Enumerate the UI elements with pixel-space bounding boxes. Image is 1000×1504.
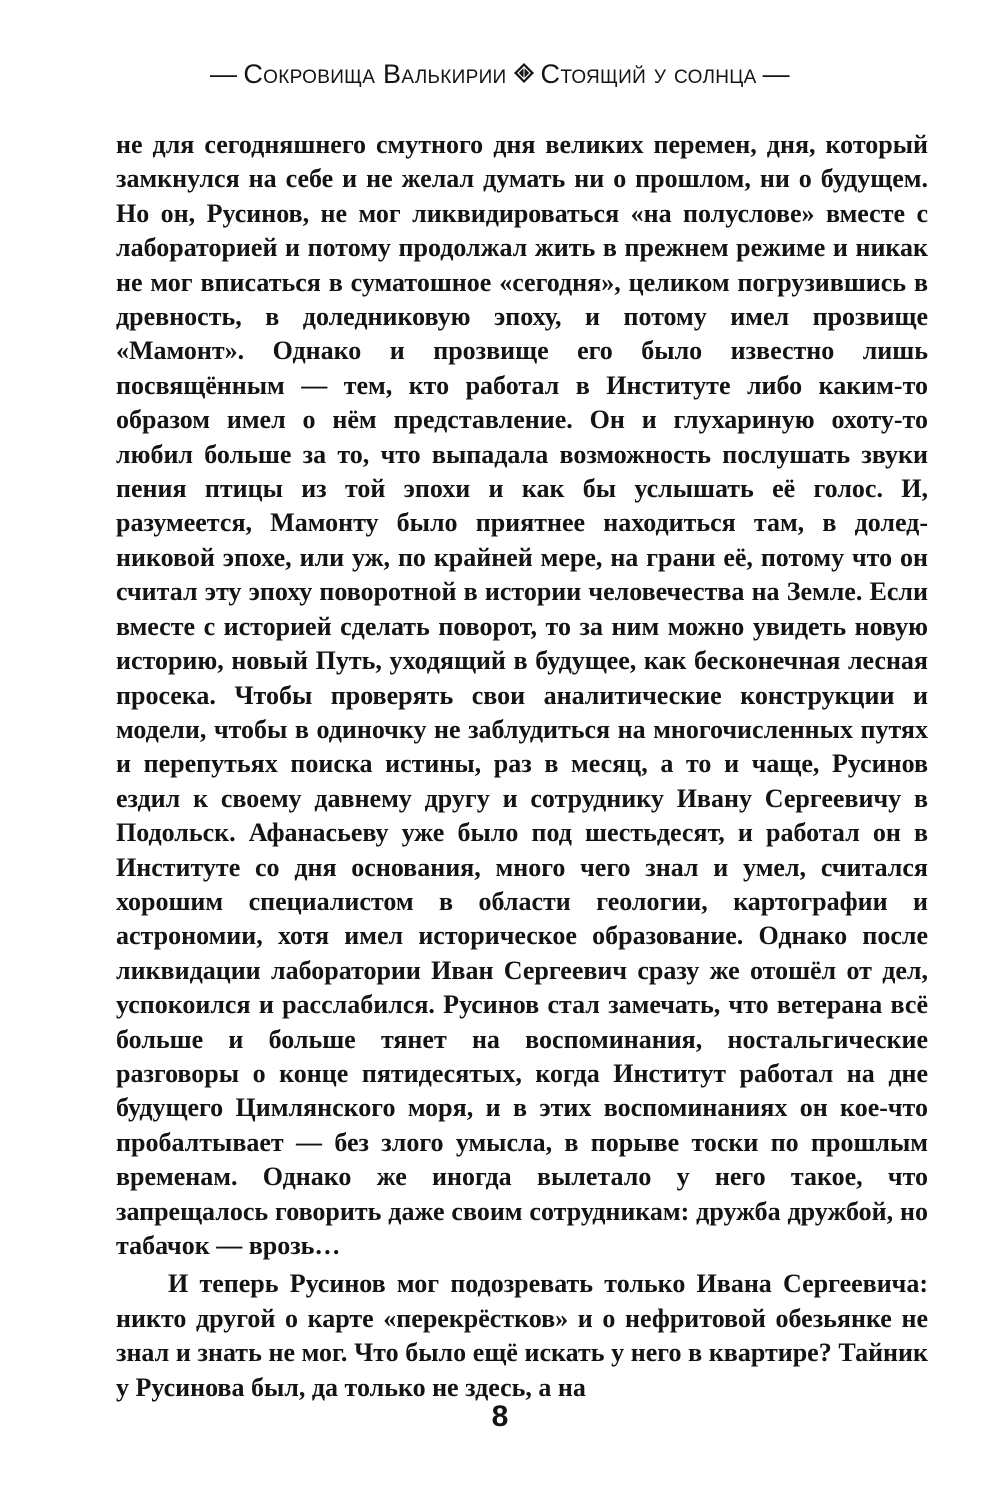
diamond-ornament-icon [513,62,535,84]
header-left-dash: — [210,59,238,89]
main-text [116,128,928,1405]
header-right-dash: — [762,59,790,89]
running-header [0,56,1000,92]
page-number: 8 [491,1400,509,1433]
paragraph-continued: не для сегодняшнего смутного дня великих перемен, дня, который замкнулся на себе и не желал думать ни о прошлом, ни о будущем. Но он, Русинов, не мог ликвидироваться «на полуслове» вместе с лабораторией и потому продолжал жить в прежнем режиме и никак не мог вписаться в суматошное «сегодня», целиком погрузившись в древность, в доледниковую эпоху, и потому имел прозвище «Мамонт». Однако и прозвище его было известно лишь посвящённым — тем, кто работал в Институте либо каким-то образом имел о нём представление. Он и глухариную охоту-то любил больше за то, что выпадала возможность послушать звуки пения птицы из той эпохи и как бы услышать её голос. И, разумеется, Мамонту было приятнее находиться там, в доледниковой эпохе, или уж, по крайней мере, на грани её, потому что он считал эту эпоху поворотной в истории человечества на Земле. Если вместе с историей сделать поворот, то за ним можно увидеть новую историю, новый Путь, уходящий в будущее, как бесконечная лесная просека. Чтобы проверять свои аналитические конструкции и модели, чтобы в одиночку не заблудиться на многочисленных путях и перепутьях поиска истины, раз в месяц, а то и чаще, Русинов ездил к своему давнему другу и сотруднику Ивану Сергеевичу в Подольск. Афанасьеву уже было под шестьдесят, и работал он в Институте со дня основания, много чего знал и умел, считался хорошим специалистом в области геологии, картографии и астрономии, хотя имел историческое образование. Однако после ликвидации лаборатории Иван Сергеевич сразу же отошёл от дел, успокоился и расслабился. Русинов стал замечать, что ветерана всё больше и больше тянет на воспоминания, ностальгические разговоры о конце пятидесятых, когда Институт работал на дне будущего Цимлянского моря, и в этих воспоминаниях он кое-что пробалтывает — без злого умысла, в порыве тоски по прошлым временам. Однако же иногда вылетало у него такое, что запрещалось говорить даже своим сотрудникам: дружба дружбой, но табачок — врозь… [116,130,928,1260]
header-part-title: Стоящий у солнца [540,59,757,89]
header-book-title: Сокровища Валькирии [243,59,507,89]
paragraph-new: И теперь Русинов мог подозревать только Ивана Сергеевича: никто другой о карте «перекрёстков» и о нефритовой обезьянке не знал и знать не мог. Что было ещё искать у него в квартире? Тайник у Русинова был, да только не здесь, а на [116,1269,928,1402]
